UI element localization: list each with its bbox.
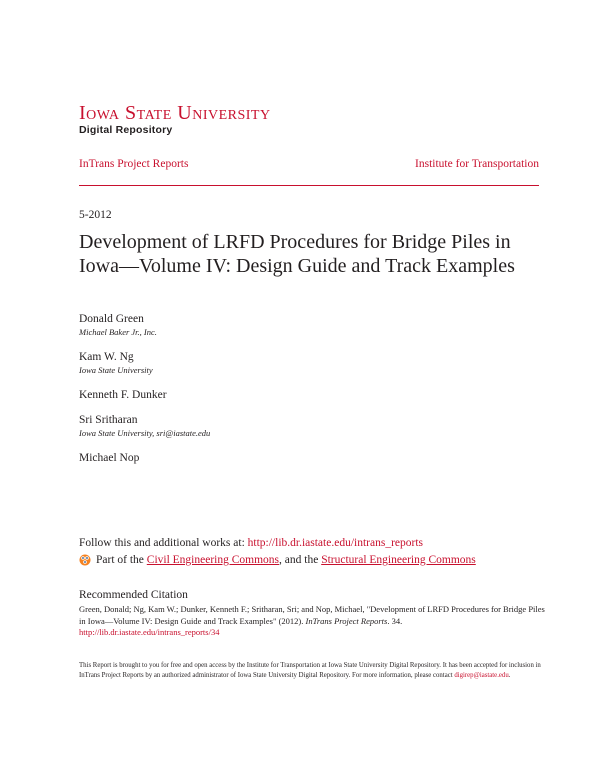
author-name: Sri Sritharan xyxy=(79,414,138,426)
citation-heading: Recommended Citation xyxy=(79,589,188,601)
follow-text: Follow this and additional works at: xyxy=(79,537,245,549)
access-notice xyxy=(79,661,544,681)
citation-series: InTrans Project Reports xyxy=(305,615,388,626)
author-name: Donald Green xyxy=(79,313,144,325)
author-name: Michael Nop xyxy=(79,452,140,464)
part-of-text: Part of the xyxy=(96,554,144,566)
author-affiliation: Iowa State University, sri@iastate.edu xyxy=(79,428,211,438)
header-divider xyxy=(79,185,539,186)
citation-body xyxy=(79,604,549,639)
follow-line xyxy=(79,536,423,550)
follow-link[interactable]: http://lib.dr.iastate.edu/intrans_reports xyxy=(247,537,423,549)
author-affiliation: Michael Baker Jr., Inc. xyxy=(79,327,157,337)
collection-link-institute[interactable]: Institute for Transportation xyxy=(415,158,539,170)
publication-date: 5-2012 xyxy=(79,209,112,221)
notice-end: . xyxy=(508,672,511,679)
notice-text: This Report is brought to you for free and open access by the Institute for Transportation at Iowa State University Digital Repository. It has been accepted for inclusion in InTrans Project Reports by an authorized administrator of Iowa State University Digital Repository. For more information, please contact xyxy=(79,662,541,679)
open-access-icon xyxy=(79,554,91,566)
citation-link[interactable]: http://lib.dr.iastate.edu/intrans_reports/34 xyxy=(79,627,220,637)
and-the-text: , and the xyxy=(279,554,319,566)
citation-number: . 34. xyxy=(387,615,403,626)
structural-engineering-link[interactable]: Structural Engineering Commons xyxy=(321,554,476,566)
document-title: Development of LRFD Procedures for Bridge Piles in Iowa—Volume IV: Design Guide and Track Examples xyxy=(79,231,515,277)
part-of-line xyxy=(79,553,476,567)
civil-engineering-link[interactable]: Civil Engineering Commons xyxy=(146,554,280,566)
repository-logo-text: Digital Repository xyxy=(79,124,173,136)
contact-email-link[interactable]: digirep@iastate.edu xyxy=(454,672,509,679)
author-affiliation: Iowa State University xyxy=(79,365,153,375)
collection-link-intrans[interactable]: InTrans Project Reports xyxy=(79,158,189,170)
university-logo-text: Iowa State University xyxy=(79,102,271,124)
author-name: Kam W. Ng xyxy=(79,351,134,363)
citation-text: Green, Donald; Ng, Kam W.; Dunker, Kenneth F.; Sritharan, Sri; and Nop, Michael, "Development of LRFD Procedures for Bridge Piles in Iowa—Volume IV: Design Guide and Track Examples" (2012). xyxy=(79,604,545,626)
author-name: Kenneth F. Dunker xyxy=(79,389,167,401)
